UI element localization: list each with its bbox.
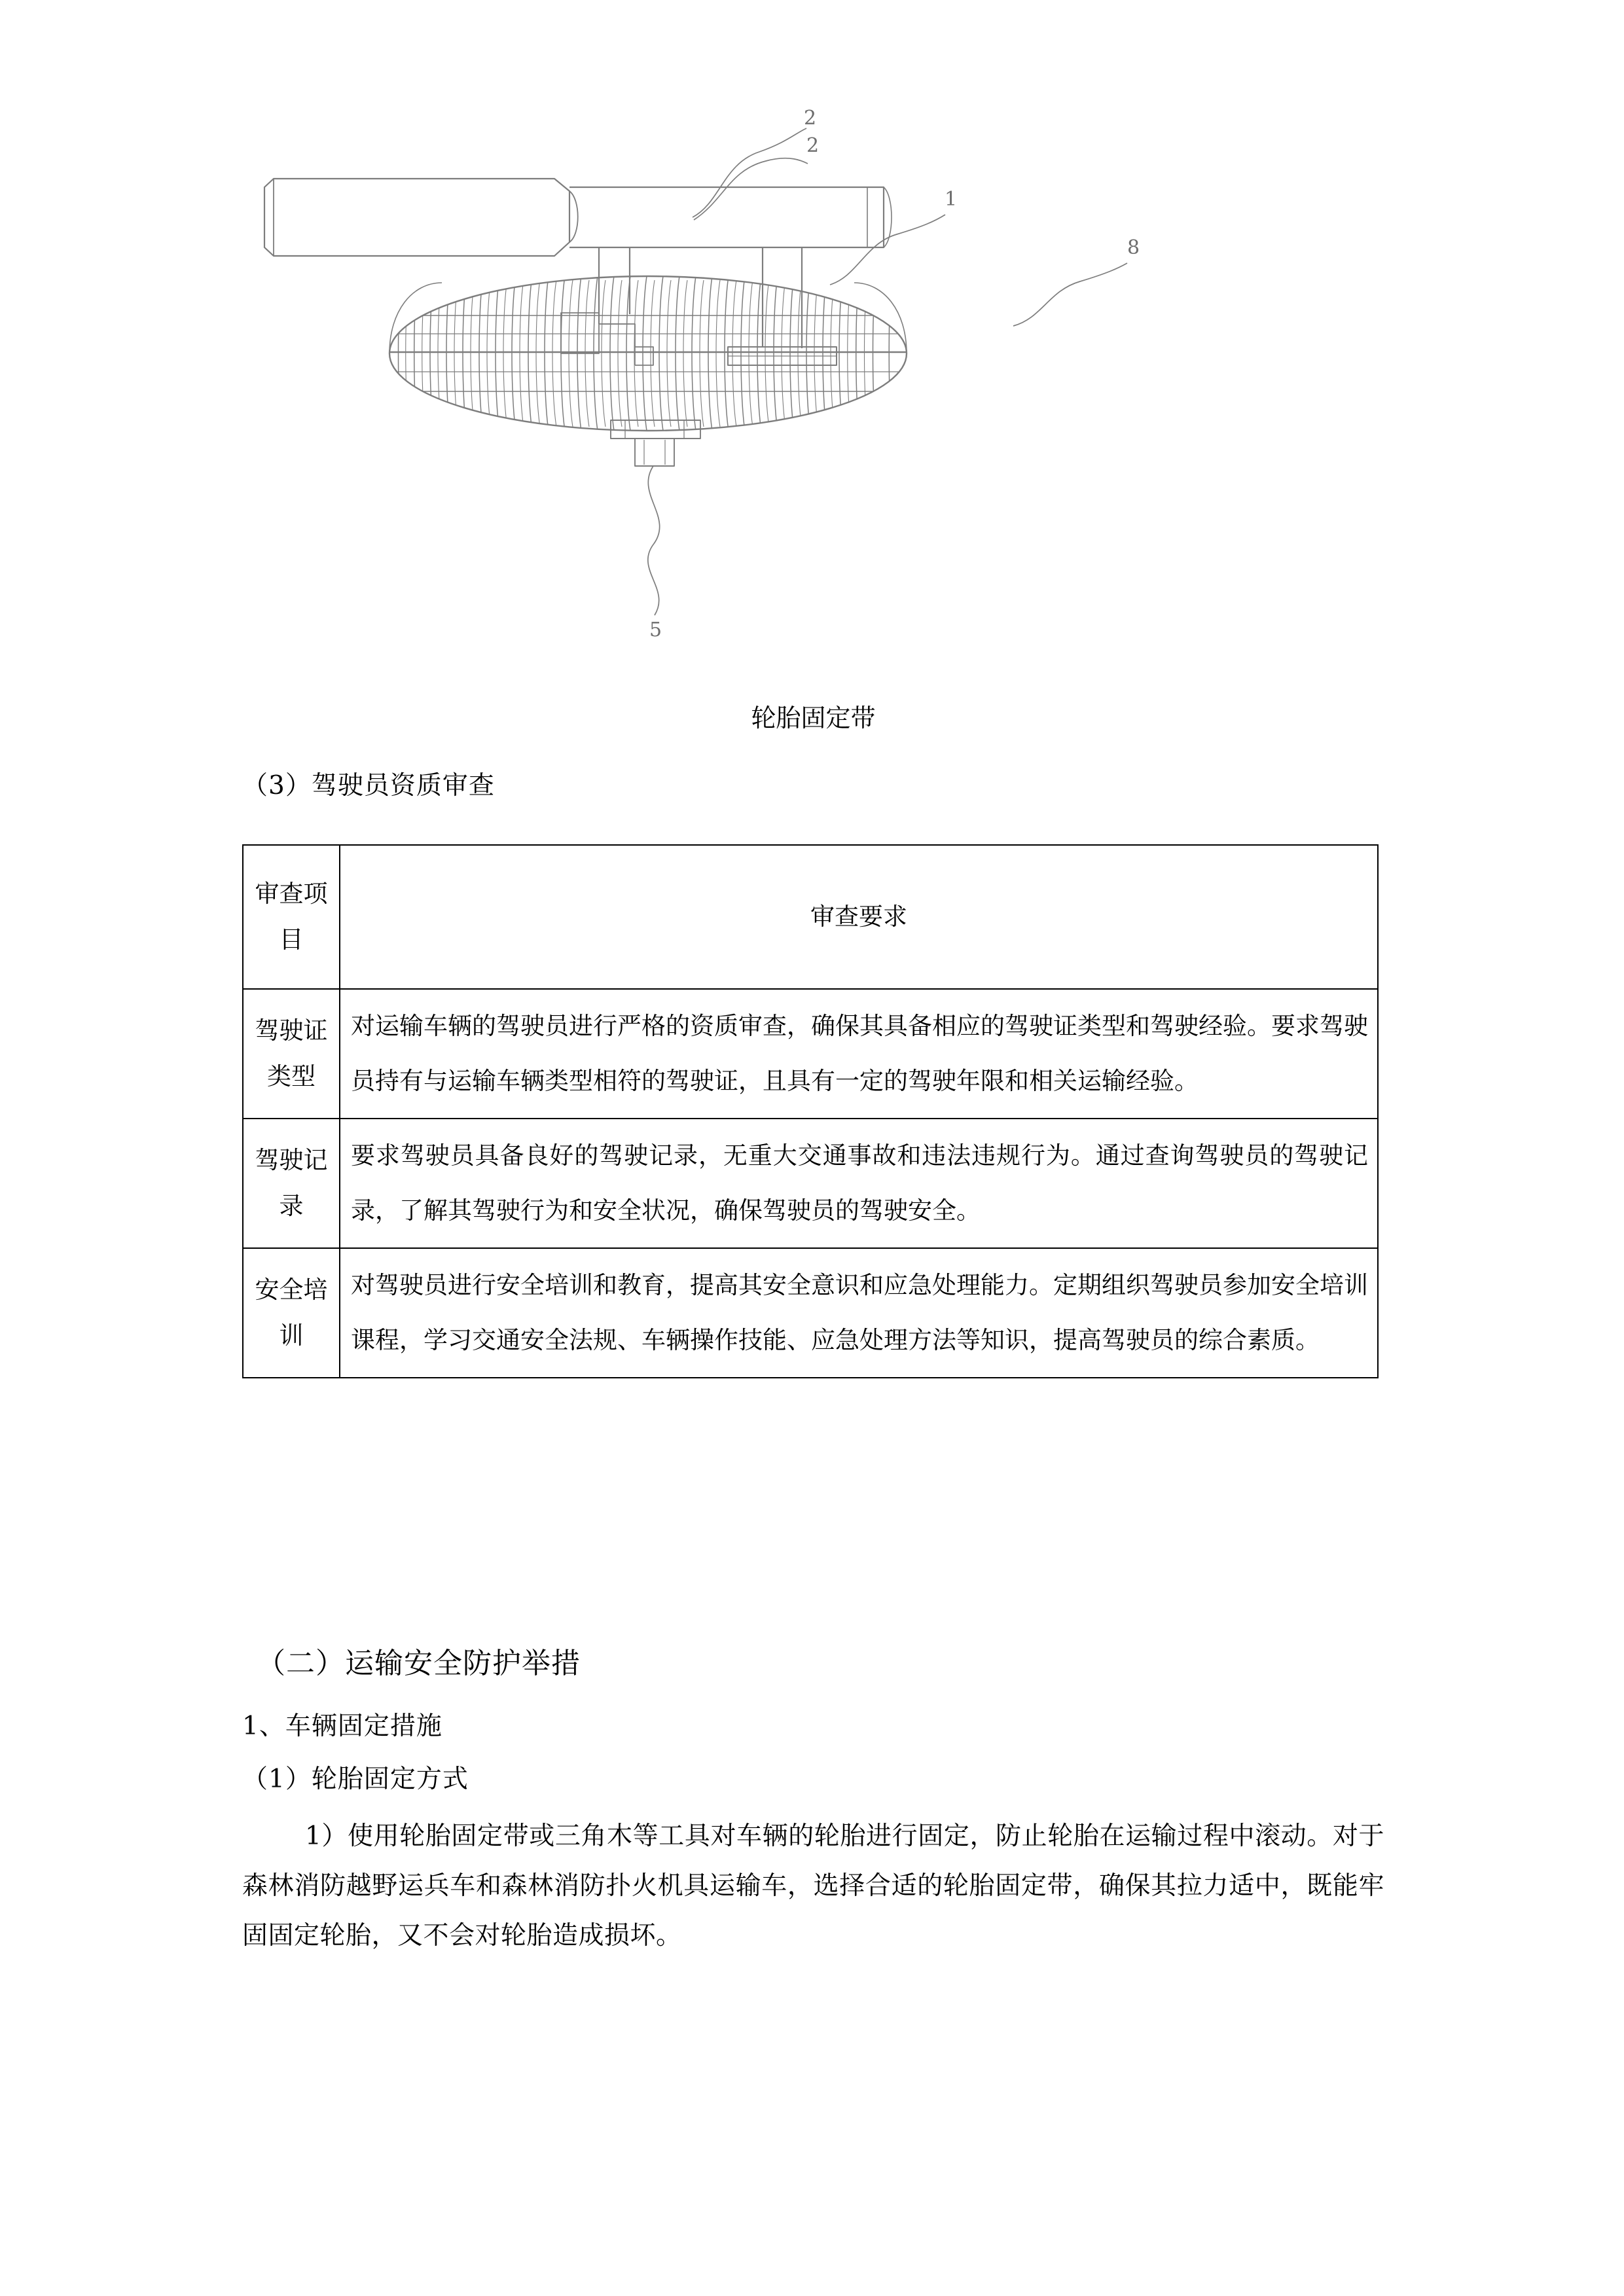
table-cell-requirement: 要求驾驶员具备良好的驾驶记录，无重大交通事故和违法违规行为。通过查询驾驶员的驾驶记录，了解其驾驶行为和安全状况，确保驾驶员的驾驶安全。 xyxy=(340,1119,1378,1248)
table-cell-requirement: 对驾驶员进行安全培训和教育，提高其安全意识和应急处理能力。定期组织驾驶员参加安全培训课程，学习交通安全法规、车辆操作技能、应急处理方法等知识，提高驾驶员的综合素质。 xyxy=(340,1248,1378,1378)
table-cell-requirement: 对运输车辆的驾驶员进行严格的资质审查，确保其具备相应的驾驶证类型和驾驶经验。要求驾驶员持有与运输车辆类型相符的驾驶证，且具有一定的驾驶年限和相关运输经验。 xyxy=(340,989,1378,1119)
heading-tire-fixing-method: （1）轮胎固定方式 xyxy=(242,1765,469,1794)
heading-driver-qualification-review: （3）驾驶员资质审查 xyxy=(242,771,495,800)
heading-vehicle-fixing-measures: 1、车辆固定措施 xyxy=(242,1712,442,1741)
callout-label-8: 8 xyxy=(1127,236,1140,259)
driver-qualification-review-table xyxy=(242,844,1379,1378)
table-header-requirement: 审查要求 xyxy=(340,845,1378,989)
table-cell-item: 安全培训 xyxy=(243,1248,340,1378)
callout-label-1: 1 xyxy=(945,188,958,211)
body-paragraph-tire-fixing xyxy=(242,1812,1384,1961)
table-header-item: 审查项目 xyxy=(243,845,340,989)
tire-strap-technical-drawing xyxy=(242,107,1384,726)
table-row xyxy=(243,989,1378,1119)
table-row xyxy=(243,1119,1378,1248)
callout-label-5: 5 xyxy=(649,619,662,641)
paragraph-text: 1）使用轮胎固定带或三角木等工具对车辆的轮胎进行固定，防止轮胎在运输过程中滚动。对于森林消防越野运兵车和森林消防扑火机具运输车，选择合适的轮胎固定带，确保其拉力适中，既能牢固固定轮胎，又不会对轮胎造成损坏。 xyxy=(242,1821,1384,1950)
table-cell-item: 驾驶证类型 xyxy=(243,989,340,1119)
callout-label-2: 2 xyxy=(804,107,817,130)
heading-transport-safety-measures: （二）运输安全防护举措 xyxy=(257,1647,581,1680)
table-header-row xyxy=(243,845,1378,989)
callout-label-2-visible: 2 xyxy=(806,134,820,157)
figure-caption: 轮胎固定带 xyxy=(751,704,876,732)
table-cell-item: 驾驶记录 xyxy=(243,1119,340,1248)
table-row xyxy=(243,1248,1378,1378)
